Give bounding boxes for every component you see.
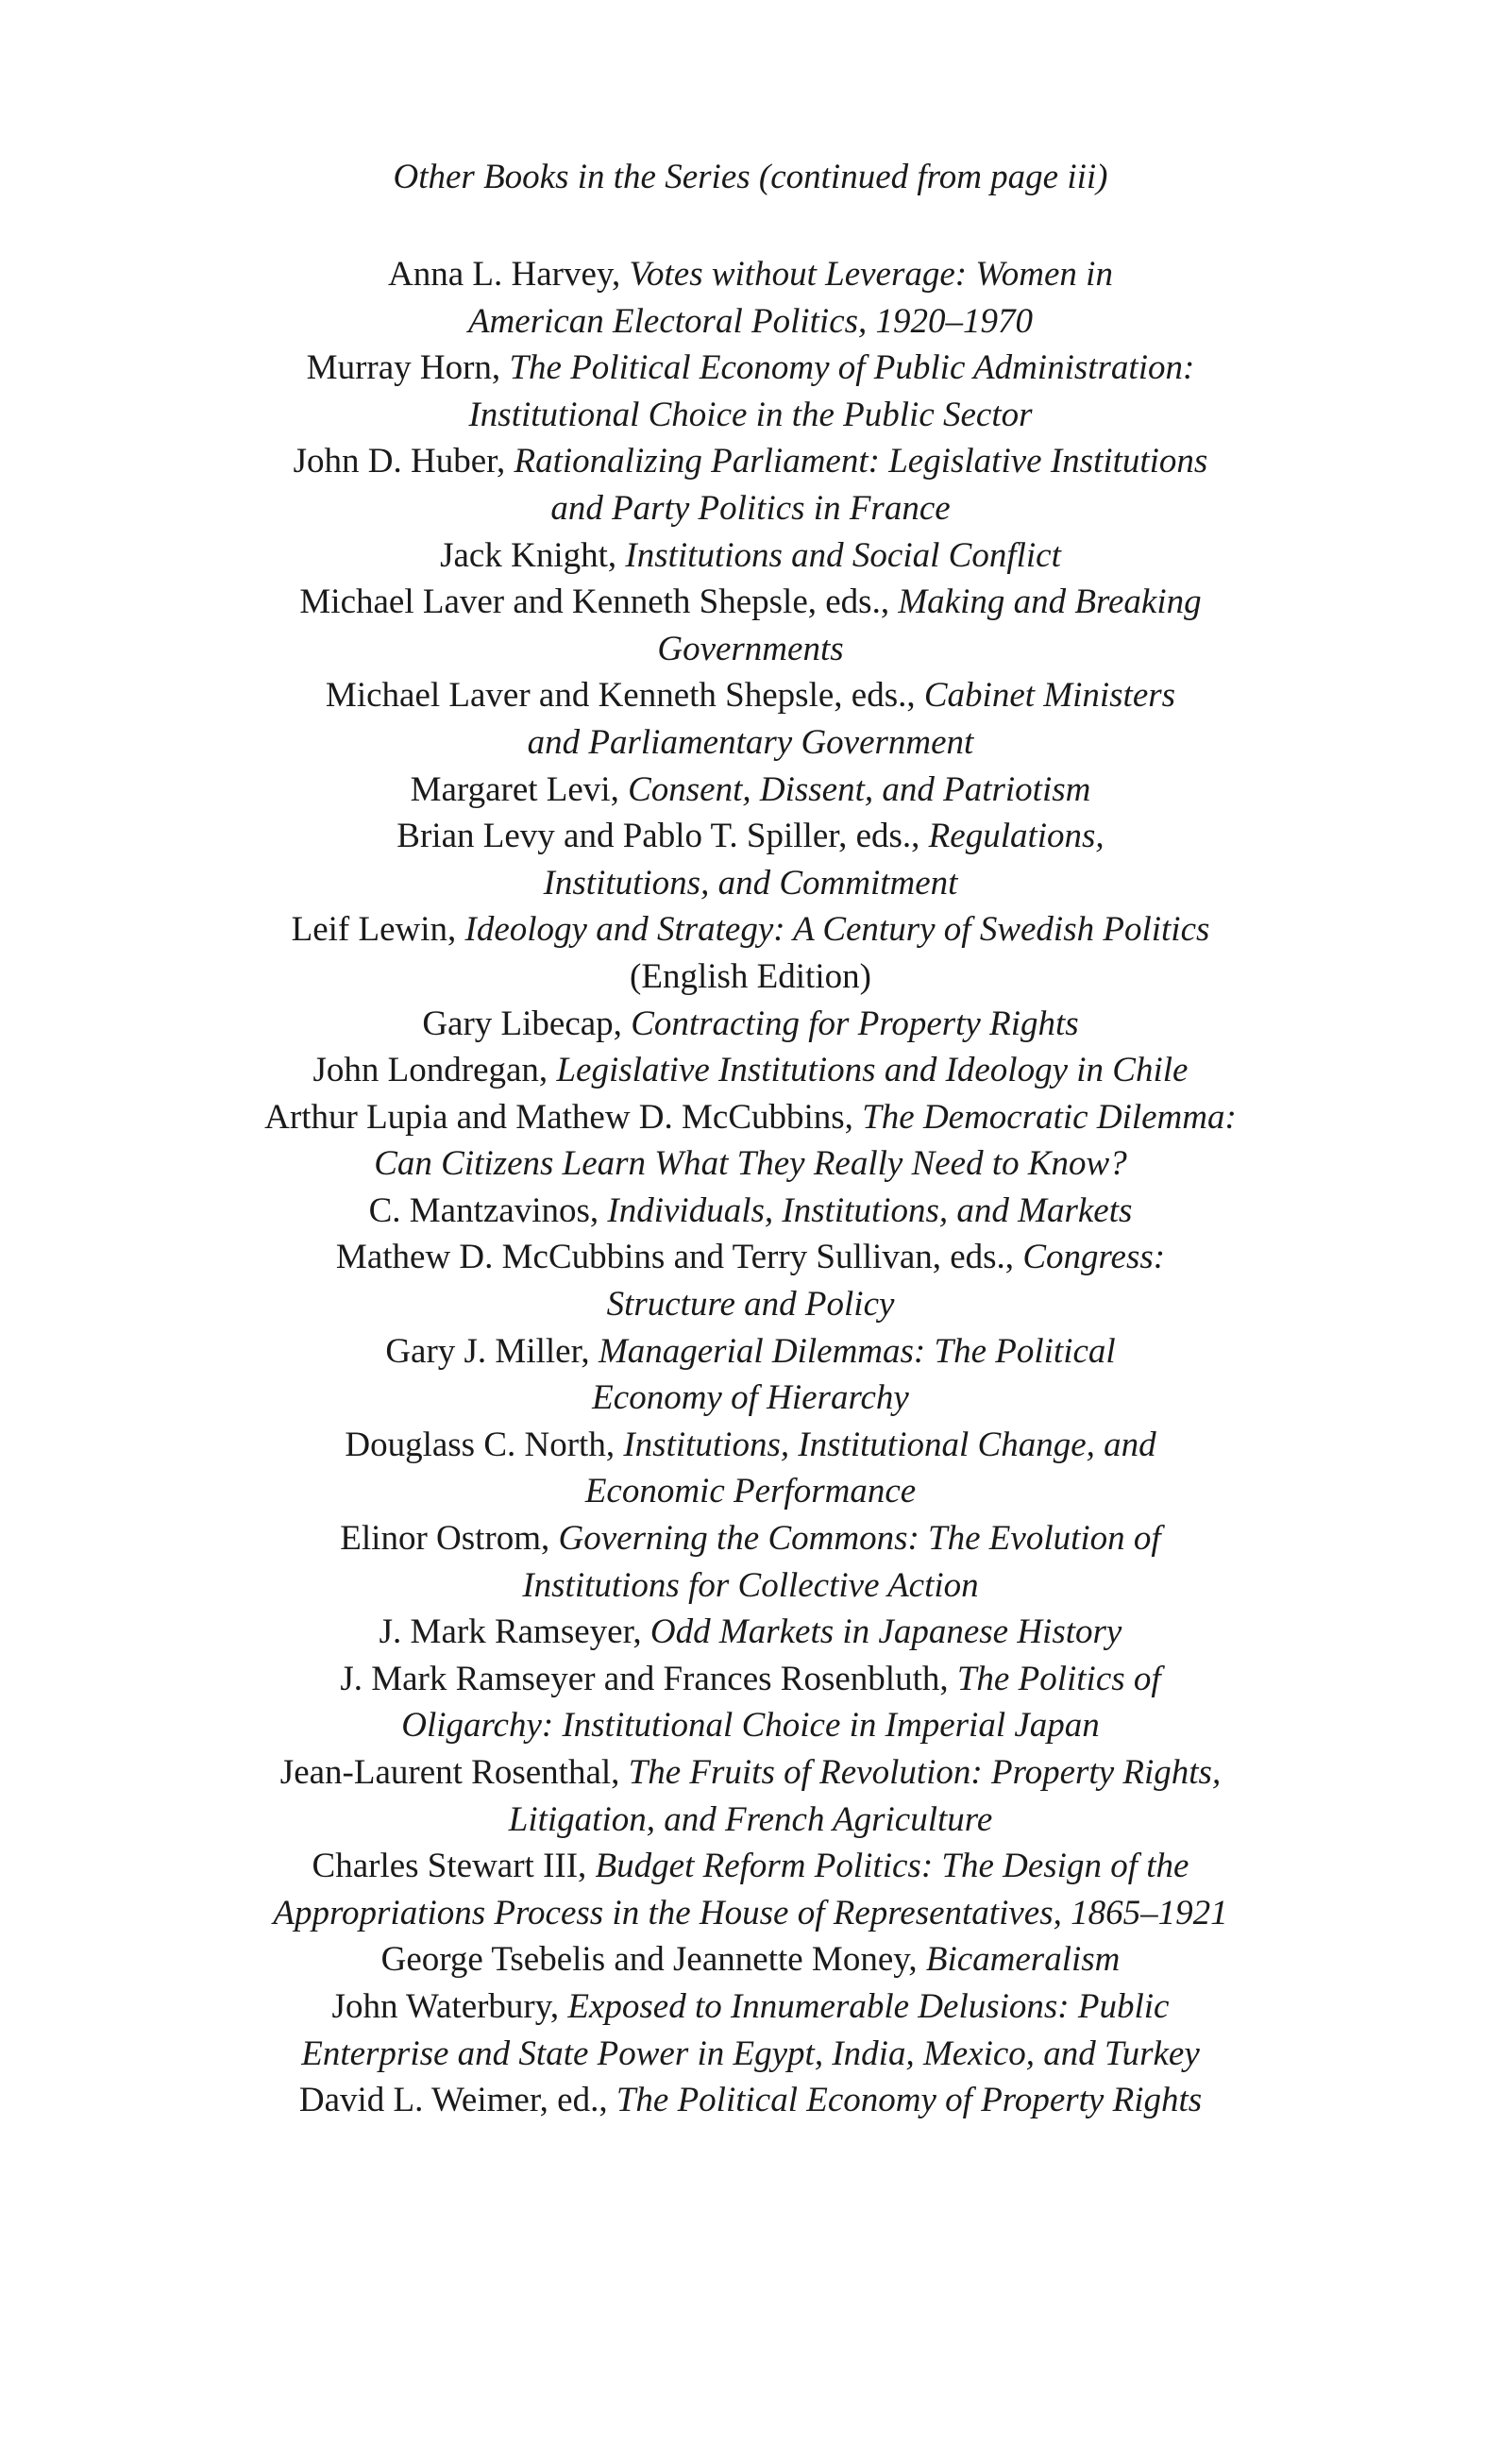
entry-line — [142, 579, 1359, 626]
entry-title: Rationalizing Parliament: Legislative Institutions — [514, 442, 1208, 481]
book-entry — [142, 767, 1359, 814]
entry-title: Odd Markets in Japanese History — [649, 1612, 1122, 1652]
entry-line — [142, 1562, 1359, 1610]
book-entry — [142, 1001, 1359, 1048]
entry-title: Structure and Policy — [606, 1285, 895, 1325]
entry-author: Gary Libecap, — [422, 1004, 632, 1043]
entry-author: John Londregan, — [312, 1051, 557, 1090]
entry-title: Litigation, and French Agriculture — [508, 1799, 993, 1839]
entry-title: Institutions and Social Conflict — [625, 535, 1061, 575]
entry-title: Contracting for Property Rights — [631, 1004, 1079, 1043]
book-entry — [142, 438, 1359, 532]
entry-author: Brian Levy and Pablo T. Spiller, eds., — [396, 817, 929, 856]
entry-line — [142, 1375, 1359, 1422]
book-entry — [142, 813, 1359, 906]
entry-title: Individuals, Institutions, and Markets — [607, 1190, 1133, 1230]
entry-line — [142, 906, 1359, 954]
entry-line — [142, 1468, 1359, 1515]
entry-author: David L. Weimer, ed., — [298, 2081, 616, 2120]
entry-author: Margaret Levi, — [410, 769, 629, 809]
entry-author: Charles Stewart III, — [312, 1847, 596, 1886]
entry-author: Jack Knight, — [440, 535, 626, 575]
entry-title: Governments — [657, 629, 844, 668]
entry-line — [142, 1140, 1359, 1188]
entry-line — [142, 1609, 1359, 1656]
entry-title: The Democratic Dilemma: — [862, 1097, 1237, 1137]
entry-author: Leif Lewin, — [291, 910, 465, 950]
book-entry — [142, 672, 1359, 766]
entry-title: Oligarchy: Institutional Choice in Imperial Japan — [401, 1706, 1100, 1746]
book-entry — [142, 1328, 1359, 1422]
entry-line — [142, 2077, 1359, 2124]
entry-line — [142, 532, 1359, 580]
entry-title: Budget Reform Politics: The Design of the — [595, 1847, 1189, 1886]
entry-author: J. Mark Ramseyer and Frances Rosenbluth, — [340, 1659, 957, 1698]
entry-line — [142, 438, 1359, 485]
entry-title: Economic Performance — [584, 1472, 917, 1511]
entry-line — [142, 1843, 1359, 1890]
entry-title: Consent, Dissent, and Patriotism — [628, 769, 1091, 809]
entry-title: American Electoral Politics, 1920–1970 — [467, 301, 1034, 341]
book-entry — [142, 1188, 1359, 1235]
entry-line — [142, 1328, 1359, 1375]
entry-line — [142, 954, 1359, 1001]
book-entry — [142, 1983, 1359, 2077]
entry-line — [142, 345, 1359, 392]
entry-line — [142, 485, 1359, 532]
entry-title: Appropriations Process in the House of Representatives, 1865–1921 — [273, 1893, 1228, 1932]
book-entry — [142, 532, 1359, 580]
entry-line — [142, 813, 1359, 860]
entry-author: Jean-Laurent Rosenthal, — [279, 1753, 629, 1792]
entry-title: Institutional Choice in the Public Sector — [468, 395, 1033, 434]
entry-line — [142, 298, 1359, 346]
entry-line — [142, 1001, 1359, 1048]
entry-line — [142, 1047, 1359, 1094]
series-heading-text: Other Books in the Series — [393, 158, 750, 196]
entry-line — [142, 1515, 1359, 1562]
entry-line — [142, 2031, 1359, 2078]
entry-author: Murray Horn, — [306, 348, 510, 388]
book-entry — [142, 1749, 1359, 1843]
entry-title: Cabinet Ministers — [923, 676, 1176, 716]
entry-author: Michael Laver and Kenneth Shepsle, eds., — [325, 676, 924, 716]
entry-title: Making and Breaking — [898, 582, 1202, 622]
entry-line — [142, 1890, 1359, 1937]
entry-author: Michael Laver and Kenneth Shepsle, eds., — [299, 582, 899, 622]
entry-title: The Fruits of Revolution: Property Rights, — [628, 1753, 1222, 1792]
entry-title: and Party Politics in France — [550, 488, 951, 528]
entry-line — [142, 1234, 1359, 1281]
entry-line — [142, 1797, 1359, 1844]
entry-author: George Tsebelis and Jeannette Money, — [380, 1940, 926, 1980]
entry-title: Exposed to Innumerable Delusions: Public — [567, 1986, 1170, 2026]
entry-author: John Waterbury, — [331, 1986, 568, 2026]
entry-line — [142, 860, 1359, 907]
entry-title: Congress: — [1022, 1238, 1166, 1277]
entry-title: Ideology and Strategy: A Century of Swedish Politics — [464, 910, 1210, 950]
book-entry — [142, 1047, 1359, 1094]
series-heading — [0, 154, 1501, 201]
entry-title: Bicameralism — [925, 1940, 1121, 1980]
entry-title: Managerial Dilemmas: The Political — [598, 1331, 1116, 1371]
entry-title: The Politics of — [956, 1659, 1161, 1698]
entry-line — [142, 672, 1359, 719]
entry-line — [142, 251, 1359, 298]
entry-line — [142, 1749, 1359, 1797]
book-entry — [142, 1656, 1359, 1749]
entry-author: Arthur Lupia and Mathew D. McCubbins, — [264, 1097, 863, 1137]
entry-title: Regulations, — [928, 817, 1105, 856]
entry-line — [142, 392, 1359, 439]
entry-author: C. Mantzavinos, — [368, 1190, 608, 1230]
entry-line — [142, 626, 1359, 673]
entry-title: Enterprise and State Power in Egypt, India, Mexico, and Turkey — [301, 2034, 1200, 2073]
entry-title: Institutions for Collective Action — [522, 1565, 979, 1605]
book-entry — [142, 2077, 1359, 2124]
entry-title: Economy of Hierarchy — [592, 1378, 909, 1418]
entry-title: Votes without Leverage: Women in — [629, 255, 1113, 294]
entry-line — [142, 1422, 1359, 1469]
book-entry — [142, 1936, 1359, 1983]
entry-title: and Parliamentary Government — [527, 722, 974, 762]
entry-line — [142, 767, 1359, 814]
entry-title: The Political Economy of Property Rights — [616, 2081, 1203, 2120]
entry-author: J. Mark Ramseyer, — [379, 1612, 650, 1652]
entry-line — [142, 1983, 1359, 2031]
entry-line — [142, 1656, 1359, 1703]
entry-title: Institutions, and Commitment — [543, 863, 958, 903]
book-entry — [142, 1515, 1359, 1609]
book-entry — [142, 579, 1359, 672]
continued-note: (continued from page iii) — [758, 158, 1108, 196]
entry-line — [142, 1094, 1359, 1141]
entry-author: Douglass C. North, — [345, 1425, 624, 1464]
entry-author: Anna L. Harvey, — [388, 255, 630, 294]
entry-line — [142, 1281, 1359, 1328]
entry-line — [142, 719, 1359, 767]
book-list — [142, 251, 1359, 2124]
entry-title: Legislative Institutions and Ideology in Chile — [556, 1051, 1189, 1090]
entry-title: The Political Economy of Public Administration: — [509, 348, 1195, 388]
entry-line — [142, 1702, 1359, 1749]
book-entry — [142, 251, 1359, 345]
entry-title: Institutions, Institutional Change, and — [623, 1425, 1156, 1464]
entry-author: (English Edition) — [630, 956, 871, 996]
entry-author: John D. Huber, — [293, 442, 514, 481]
book-entry — [142, 906, 1359, 1000]
book-entry — [142, 1234, 1359, 1327]
entry-title: Governing the Commons: The Evolution of — [558, 1519, 1161, 1559]
book-entry — [142, 1422, 1359, 1515]
book-entry — [142, 1843, 1359, 1936]
entry-author: Mathew D. McCubbins and Terry Sullivan, eds., — [335, 1238, 1023, 1277]
book-entry — [142, 1609, 1359, 1656]
entry-line — [142, 1188, 1359, 1235]
entry-title: Can Citizens Learn What They Really Need to Know? — [374, 1144, 1127, 1184]
entry-line — [142, 1936, 1359, 1983]
book-entry — [142, 1094, 1359, 1188]
entry-author: Gary J. Miller, — [385, 1331, 599, 1371]
book-entry — [142, 345, 1359, 438]
entry-author: Elinor Ostrom, — [340, 1519, 559, 1559]
